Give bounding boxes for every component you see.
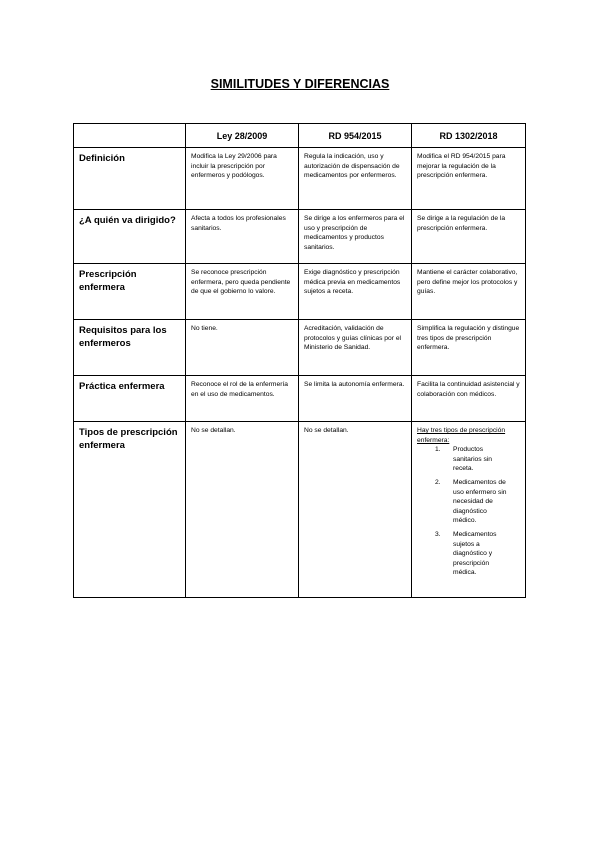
header-rd-954-2015: RD 954/2015 xyxy=(299,124,412,148)
row-requisitos xyxy=(74,320,526,376)
row-practica xyxy=(74,376,526,422)
list-text: Productos sanitarios sin receta. xyxy=(453,446,493,473)
table-cell: Modifica el RD 954/2015 para mejorar la regulación de la prescripción enfermera. xyxy=(412,148,526,210)
row-prescripcion xyxy=(74,264,526,320)
table-cell: Modifica la Ley 29/2006 para incluir la prescripción por enfermeros y podólogos. xyxy=(186,148,299,210)
row-label: ¿A quién va dirigido? xyxy=(74,210,186,264)
list-item xyxy=(435,478,520,526)
list-text: Medicamentos sujetos a diagnóstico y prescripción médica. xyxy=(453,530,497,577)
table-cell: No tiene. xyxy=(186,320,299,376)
header-ley-28-2009: Ley 28/2009 xyxy=(186,124,299,148)
table-cell: Simplifica la regulación y distingue tres tipos de prescripción enfermera. xyxy=(412,320,526,376)
table-cell: Se limita la autonomía enfermera. xyxy=(299,376,412,422)
row-label: Prescripción enfermera xyxy=(74,264,186,320)
table-header-row xyxy=(74,124,526,148)
list-item xyxy=(435,530,520,578)
table-cell: Se dirige a la regulación de la prescripción enfermera. xyxy=(412,210,526,264)
table-cell: Reconoce el rol de la enfermería en el uso de medicamentos. xyxy=(186,376,299,422)
table-cell: Exige diagnóstico y prescripción médica previa en medicamentos sujetos a receta. xyxy=(299,264,412,320)
header-rd-1302-2018: RD 1302/2018 xyxy=(412,124,526,148)
types-list xyxy=(417,445,520,578)
page-title: SIMILITUDES Y DIFERENCIAS xyxy=(210,77,390,91)
list-number: 2. xyxy=(435,478,441,486)
row-definicion xyxy=(74,148,526,210)
list-text: Medicamentos de uso enfermero sin necesidad de diagnóstico médico. xyxy=(453,478,507,525)
table-cell: Afecta a todos los profesionales sanitarios. xyxy=(186,210,299,264)
row-label: Requisitos para los enfermeros xyxy=(74,320,186,376)
list-number: 1. xyxy=(435,446,441,454)
header-cell-empty xyxy=(74,124,186,148)
row-label: Tipos de prescripción enfermera xyxy=(74,422,186,598)
row-label: Práctica enfermera xyxy=(74,376,186,422)
row-label: Definición xyxy=(74,148,186,210)
list-number: 3. xyxy=(435,530,441,538)
table-cell: Regula la indicación, uso y autorización de dispensación de medicamentos por enfermeros. xyxy=(299,148,412,210)
list-item xyxy=(435,445,520,474)
row-tipos xyxy=(74,422,526,598)
table-cell: Se dirige a los enfermeros para el uso y prescripción de medicamentos y productos sanitarios. xyxy=(299,210,412,264)
table-cell: Facilita la continuidad asistencial y colaboración con médicos. xyxy=(412,376,526,422)
table-cell: No se detallan. xyxy=(299,422,412,598)
table-cell: Se reconoce prescripción enfermera, pero queda pendiente de que el gobierno lo valore. xyxy=(186,264,299,320)
table-cell: Acreditación, validación de protocolos y guías clínicas por el Ministerio de Sanidad. xyxy=(299,320,412,376)
types-intro: Hay tres tipos de prescripción enfermera: xyxy=(417,427,506,444)
comparison-table xyxy=(73,123,526,598)
table-cell: No se detallan. xyxy=(186,422,299,598)
table-cell: Mantiene el carácter colaborativo, pero define mejor los protocolos y guías. xyxy=(412,264,526,320)
types-cell xyxy=(412,422,526,598)
row-a-quien xyxy=(74,210,526,264)
